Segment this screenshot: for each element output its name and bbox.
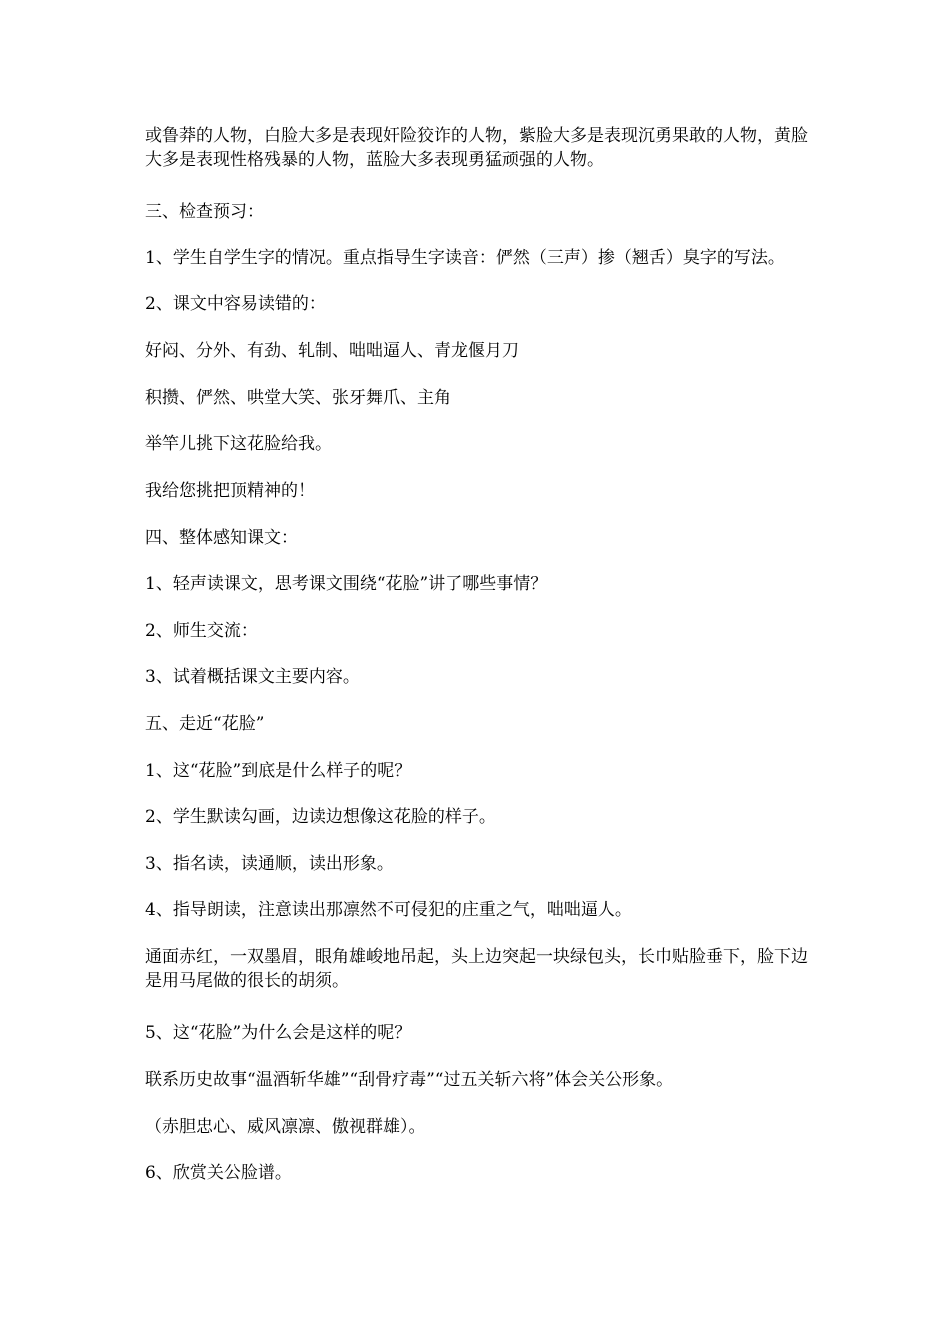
paragraph-why-like-this: 5、这“花脸”为什么会是这样的呢？	[145, 1023, 412, 1043]
paragraph-word-list-2: 积攒、俨然、哄堂大笑、张牙舞爪、主角	[145, 388, 451, 408]
paragraph-teacher-student-exchange: 2、师生交流：	[145, 621, 258, 641]
paragraph-word-list-1: 好闷、分外、有劲、轧制、咄咄逼人、青龙偃月刀	[145, 341, 519, 361]
paragraph-silent-reading: 2、学生默读勾画，边读边想像这花脸的样子。	[145, 807, 496, 827]
paragraph-qualities: （赤胆忠心、威风凛凛、傲视群雄）。	[145, 1117, 426, 1137]
heading-approach-huanian: 五、走近“花脸”	[145, 714, 265, 734]
paragraph-appreciate-mask: 6、欣赏关公脸谱。	[145, 1163, 292, 1183]
heading-overall-perception: 四、整体感知课文：	[145, 528, 298, 548]
paragraph-face-colors: 或鲁莽的人物，白脸大多是表现奸险狡诈的人物，紫脸大多是表现沉勇果敢的人物，黄脸大多是表现性格残暴的人物，蓝脸大多表现勇猛顽强的人物。	[145, 126, 808, 170]
paragraph-new-characters: 1、学生自学生字的情况。重点指导生字读音：俨然（三声）掺（翘舌）臭字的写法。	[145, 248, 785, 268]
paragraph-named-reading: 3、指名读，读通顺，读出形象。	[145, 854, 394, 874]
paragraph-sentence-1: 举竿儿挑下这花脸给我。	[145, 434, 332, 454]
paragraph-summarize: 3、试着概括课文主要内容。	[145, 667, 360, 687]
paragraph-read-quietly: 1、轻声读课文，思考课文围绕“花脸”讲了哪些事情？	[145, 574, 548, 594]
paragraph-guided-reading: 4、指导朗读，注意读出那凛然不可侵犯的庄重之气，咄咄逼人。	[145, 900, 632, 920]
paragraph-easy-misread: 2、课文中容易读错的：	[145, 294, 326, 314]
paragraph-sentence-2: 我给您挑把顶精神的！	[145, 481, 315, 501]
heading-check-preview: 三、检查预习：	[145, 202, 264, 222]
paragraph-history-stories: 联系历史故事“温酒斩华雄”“刮骨疗毒”“过五关斩六将”体会关公形象。	[145, 1070, 674, 1090]
paragraph-what-looks-like: 1、这“花脸”到底是什么样子的呢？	[145, 761, 412, 781]
paragraph-description: 通面赤红，一双墨眉，眼角雄峻地吊起，头上边突起一块绿包头，长巾贴脸垂下，脸下边是用马尾做的很长的胡须。	[145, 947, 808, 991]
